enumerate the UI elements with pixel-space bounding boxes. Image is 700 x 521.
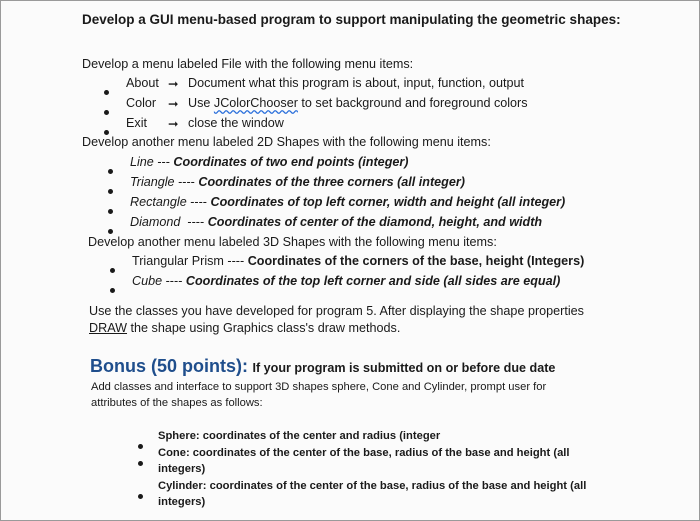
bullet-icon: [110, 280, 115, 298]
shape2d-diamond: Diamond ---- Coordinates of center of the diamond, height, and width: [130, 215, 543, 229]
bonus-item-sphere: Sphere: coordinates of the center and radius (integer: [158, 430, 441, 442]
jcolorchooser-link: JColorChooser: [213, 96, 298, 110]
bonus-desc-line1: Add classes and interface to support 3D shapes sphere, Cone and Cylinder, prompt user for: [91, 381, 547, 393]
arrow-right-icon: ➞: [168, 97, 179, 111]
shape2d-rectangle: Rectangle ---- Coordinates of top left corner, width and height (all integer): [130, 195, 566, 209]
bullet-icon: [108, 161, 113, 179]
bullet-icon: [138, 486, 143, 504]
bonus-desc-line2: attributes of the shapes as follows:: [91, 397, 263, 409]
shape3d-cube: Cube ---- Coordinates of the top left corner and side (all sides are equal): [132, 274, 561, 288]
shape2d-triangle: Triangle ---- Coordinates of the three corners (all integer): [130, 175, 465, 189]
bonus-heading: Bonus (50 points):: [90, 356, 248, 376]
bullet-icon: [108, 181, 113, 199]
bullet-icon: [104, 90, 109, 95]
file-item-exit-label: Exit: [126, 116, 147, 130]
page-title: Develop a GUI menu-based program to support manipulating the geometric shapes:: [82, 12, 621, 27]
file-menu-intro: Develop a menu labeled File with the following menu items:: [82, 57, 414, 71]
shape3d-prism: Triangular Prism ---- Coordinates of the corners of the base, height (Integers): [132, 254, 585, 268]
shapes3d-intro: Develop another menu labeled 3D Shapes with the following menu items:: [88, 235, 497, 249]
bonus-item-cylinder-line1: Cylinder: coordinates of the center of the base, radius of the base and height (all: [158, 480, 587, 492]
bonus-condition: If your program is submitted on or before due date: [252, 361, 556, 375]
file-item-about-label: About: [126, 76, 159, 90]
bullet-icon: [110, 260, 115, 278]
file-item-about-desc: Document what this program is about, input, function, output: [188, 76, 525, 90]
bonus-heading-line: [90, 356, 555, 377]
file-item-about: [104, 82, 109, 100]
bonus-item-cylinder-line2: integers): [158, 496, 206, 508]
shape2d-line: Line --- Coordinates of two end points (integer): [130, 155, 409, 169]
bonus-item-cone-line1: Cone: coordinates of the center of the base, radius of the base and height (all: [158, 447, 570, 459]
use-classes-line1: Use the classes you have developed for program 5. After displaying the shape properties: [89, 304, 584, 318]
bonus-item-cone-line2: integers): [158, 463, 206, 475]
arrow-right-icon: ➞: [168, 77, 179, 91]
bullet-icon: [138, 436, 143, 454]
shapes2d-intro: Develop another menu labeled 2D Shapes with the following menu items:: [82, 135, 491, 149]
use-classes-line2: DRAW the shape using Graphics class's draw methods.: [89, 321, 401, 335]
bullet-icon: [108, 201, 113, 219]
file-item-color-desc: Use JColorChooser to set background and foreground colors: [188, 96, 528, 110]
arrow-right-icon: ➞: [168, 117, 179, 131]
file-item-exit-desc: close the window: [188, 116, 284, 130]
bullet-icon: [138, 453, 143, 471]
bullet-icon: [104, 110, 109, 115]
draw-word: DRAW: [89, 321, 128, 335]
file-item-color-label: Color: [126, 96, 157, 110]
file-item-color: [104, 102, 109, 120]
